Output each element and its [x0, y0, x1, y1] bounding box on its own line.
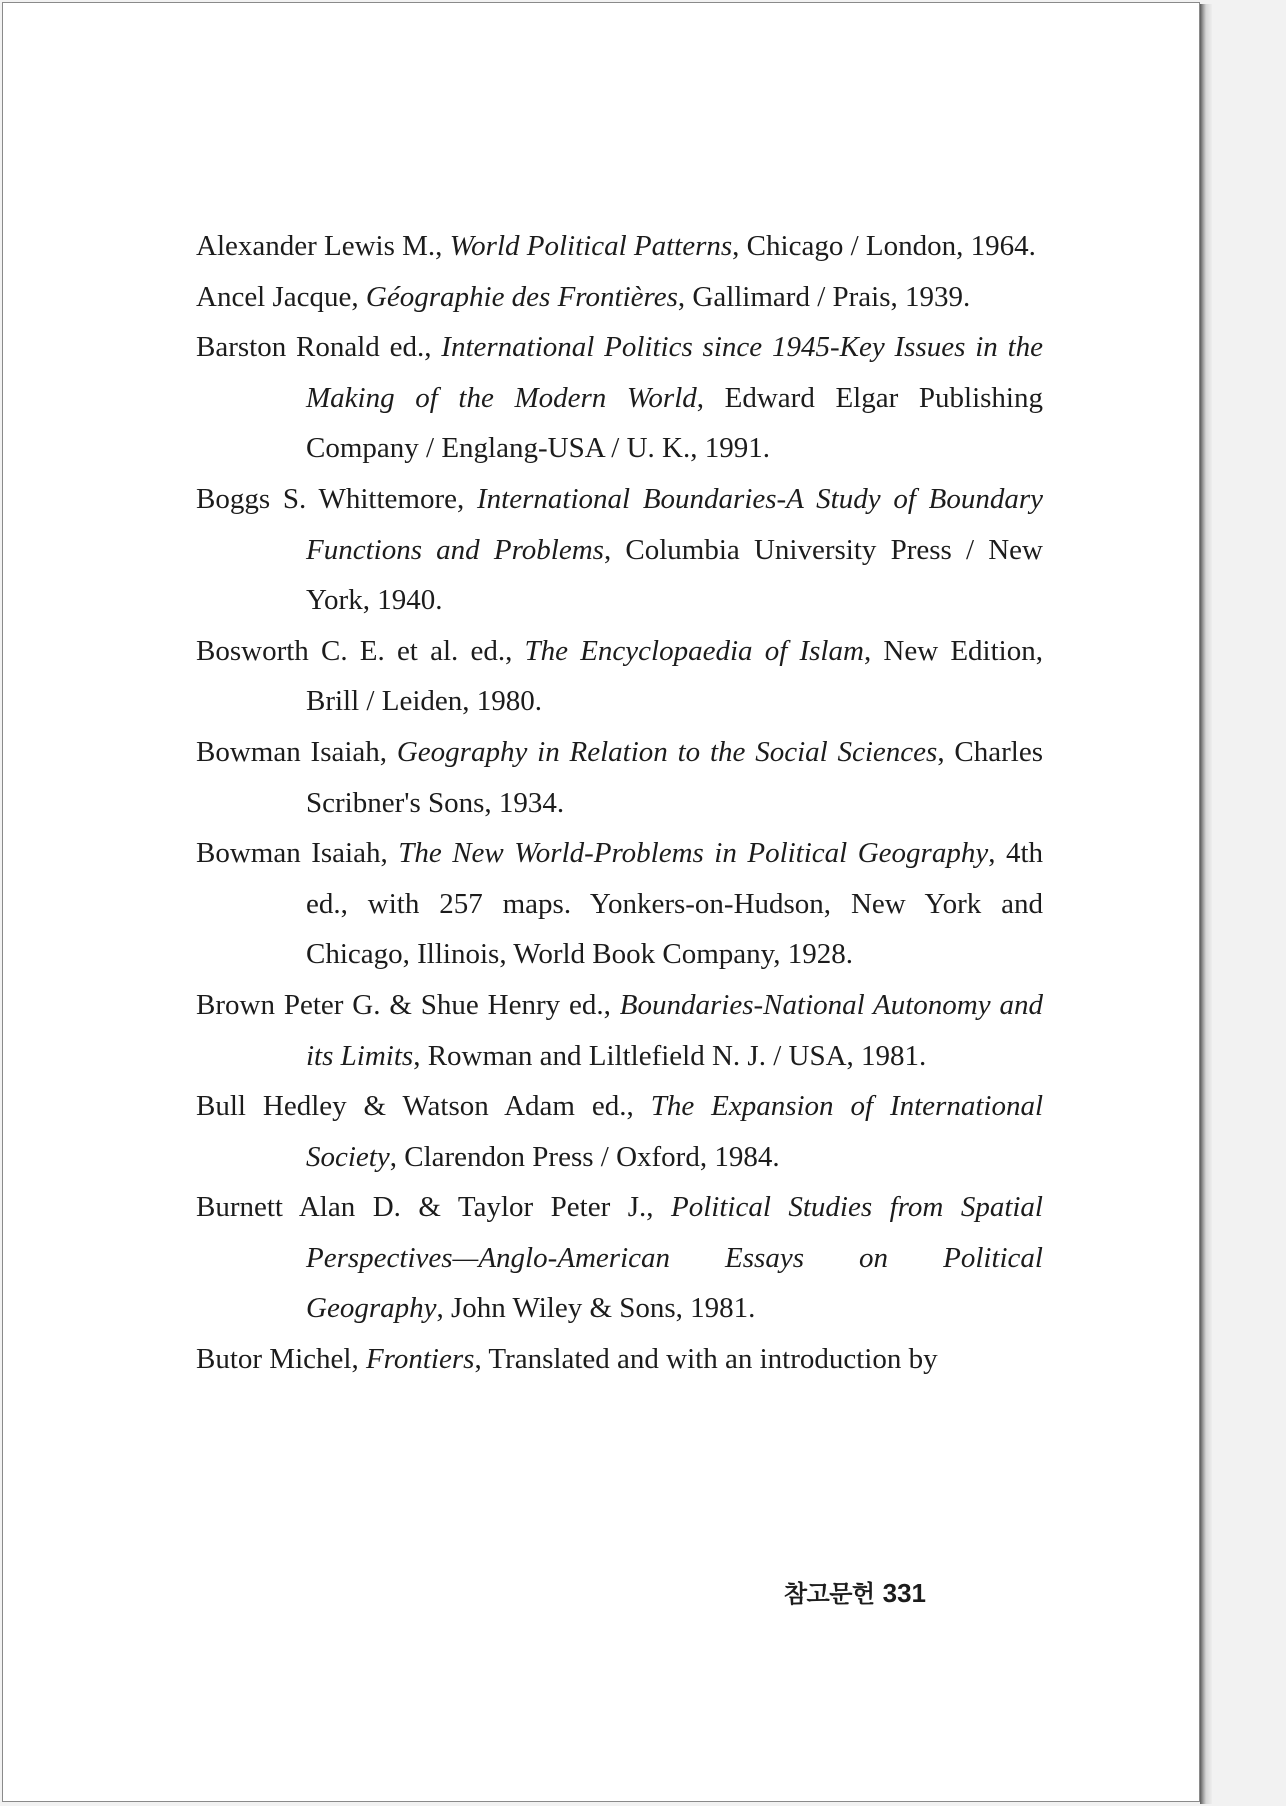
entry-title: Frontiers [365, 1343, 475, 1376]
entry-details: , Edward Elgar Publishing Company / Englang-USA / U. K., 1991. [306, 381, 1043, 465]
entry-author: Ancel Jacque, [196, 280, 366, 313]
entry-details: , Gallimard / Prais, 1939. [677, 280, 971, 313]
entry-title: Géographie des Frontières [365, 280, 678, 313]
page-number: 331 [882, 1578, 926, 1608]
entry-title: Geography in Relation to the Social Sciences [396, 735, 938, 768]
entry-title: The Encyclopaedia of Islam [524, 634, 864, 667]
entry-title: International Politics since 1945-Key Issues in the Making of the Modern World [306, 331, 1044, 414]
bibliography-entry [196, 828, 1043, 980]
document-page [2, 2, 1200, 1802]
entry-details: , 4th ed., with 257 maps. Yonkers-on-Hudson, New York and Chicago, Illinois, World Book Company, 1928. [306, 837, 1044, 971]
entry-title: World Political Patterns [449, 230, 733, 262]
entry-details: , New Edition, Brill / Leiden, 1980. [306, 634, 1043, 718]
page-edge-shadow [1200, 4, 1212, 1804]
bibliography-entry [196, 221, 1043, 272]
entry-details: , Chicago / London, 1964. [732, 230, 1036, 262]
bibliography-entry [196, 626, 1043, 727]
entry-author: Bull Hedley & Watson Adam ed., [196, 1090, 651, 1123]
section-label: 참고문헌 [783, 1581, 875, 1608]
entry-author: Bowman Isaiah, [196, 837, 399, 870]
bibliography-entry [196, 1334, 1043, 1385]
bibliography-entry [196, 322, 1043, 474]
bibliography-entry [196, 980, 1043, 1081]
bibliography-entry [196, 1182, 1043, 1334]
entry-details: , John Wiley & Sons, 1981. [436, 1292, 756, 1325]
entry-author: Barston Ronald ed., [196, 331, 442, 364]
entry-title: Boundaries-National Autonomy and its Limits [306, 988, 1044, 1072]
entry-author: Burnett Alan D. & Taylor Peter J., [196, 1191, 672, 1224]
entry-details: , Translated and with an introduction by [474, 1343, 938, 1376]
bibliography-list [196, 221, 1043, 1385]
bibliography-entry [196, 474, 1043, 626]
entry-title: The Expansion of International Society [306, 1090, 1044, 1173]
bibliography-entry [196, 727, 1043, 828]
entry-details: , Rowman and Liltlefield N. J. / USA, 1981. [413, 1039, 927, 1072]
bibliography-entry [196, 272, 1043, 323]
entry-author: Bosworth C. E. et al. ed., [196, 634, 525, 667]
entry-title: Political Studies from Spatial Perspectives—Anglo-American Essays on Political Geography [306, 1191, 1043, 1325]
entry-author: Butor Michel, [196, 1343, 366, 1376]
entry-details: , Clarendon Press / Oxford, 1984. [389, 1140, 780, 1173]
entry-author: Bowman Isaiah, [196, 735, 397, 768]
bibliography-entry [196, 1081, 1043, 1182]
entry-title: International Boundaries-A Study of Boundary Functions and Problems [306, 482, 1044, 566]
entry-author: Boggs S. Whittemore, [196, 482, 478, 515]
entry-title: The New World-Problems in Political Geography [398, 837, 989, 870]
entry-author: Brown Peter G. & Shue Henry ed., [196, 988, 620, 1021]
entry-details: , Charles Scribner's Sons, 1934. [306, 735, 1043, 819]
page-footer [784, 1574, 926, 1609]
entry-details: , Columbia University Press / New York, 1940. [306, 533, 1043, 617]
entry-author: Alexander Lewis M., [196, 230, 450, 262]
